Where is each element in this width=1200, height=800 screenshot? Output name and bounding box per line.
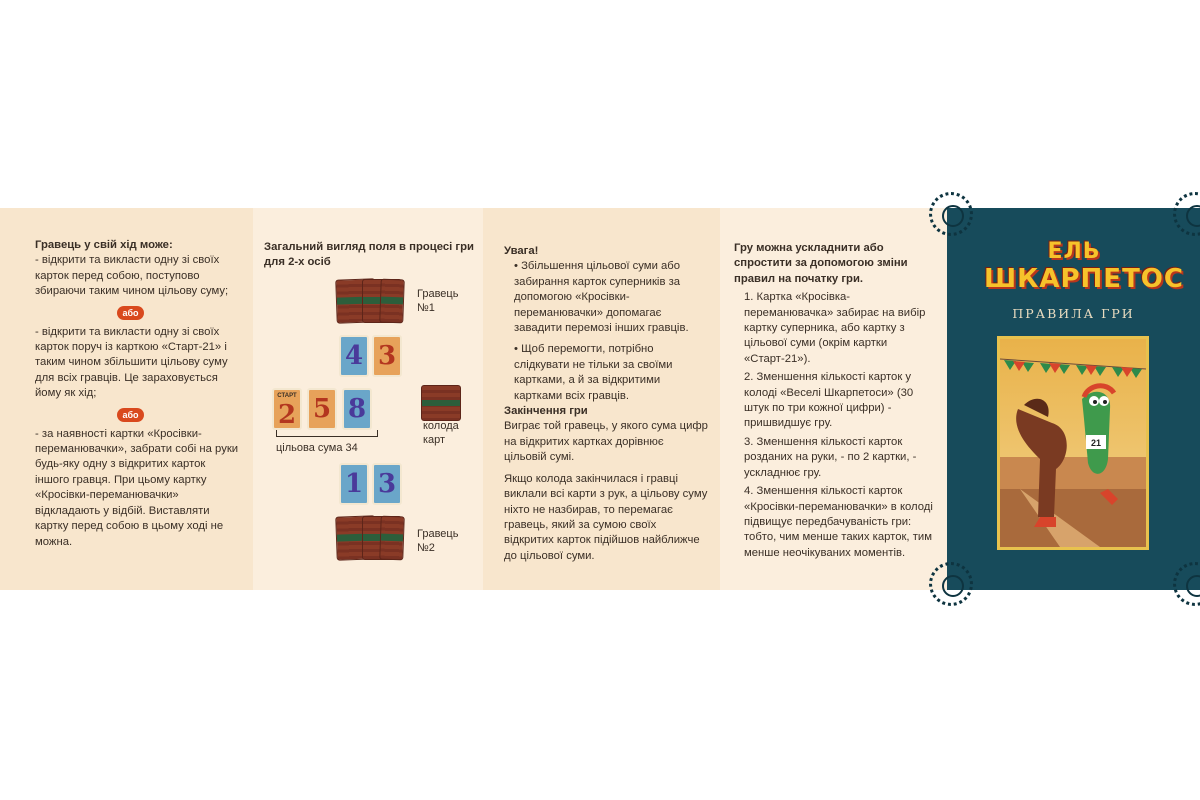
player2-hand-card	[379, 516, 405, 561]
player1-open-card: 3	[372, 335, 402, 377]
or-badge-1: або	[117, 306, 144, 320]
corner-ornament-icon	[929, 562, 973, 606]
panel-attention-end	[483, 208, 720, 590]
variant-4: 4. Зменшення кількості карток «Кросівки-переманювачки» в колоді підвищує передбачуваність гри: тобто, чим менше таких карток, тим менше неочікуваних моментів.	[744, 485, 933, 559]
runner-bib-number: 21	[1090, 438, 1102, 448]
option-3: - за наявності картки «Кросівки-переманювачки», забрати собі на руки будь-яку одну з відкритих карток іншого гравця. При цьому картку «Кросівки-переманювачки» відкладають у відбій. Виставляти картку перед собою в цьому ході не можна.	[35, 427, 239, 548]
cover-illustration	[997, 336, 1149, 550]
start-card-label: СТАРТ	[277, 393, 297, 399]
deck-pile	[421, 385, 461, 421]
rules-leaflet	[0, 208, 1200, 590]
panel-turn-options	[0, 208, 253, 590]
variant-1: 1. Картка «Кросівка-переманювачка» забирає на вибір картку суперника, або картку з цільової суми (окрім картки «Старт-21»).	[744, 291, 926, 365]
cover-panel	[947, 208, 1200, 590]
logo-line-1: ЕЛЬ	[1047, 239, 1101, 264]
turn-heading: Гравець у свій хід може:	[35, 239, 173, 251]
corner-ornament-icon	[1173, 562, 1200, 606]
corner-ornament-icon	[929, 192, 973, 236]
target-card: 8	[342, 388, 372, 430]
attention-bullet-1: • Збільшення цільової суми або забирання карток суперників за допомогою «Кросівки-переманювачки» допомагає завадити перемозі інших гравців.	[514, 260, 689, 335]
deck-label: колода карт	[423, 420, 459, 446]
or-badge-2: або	[117, 408, 144, 422]
player1-label: Гравець №1	[417, 288, 459, 314]
start-card: СТАРТ 2	[272, 388, 302, 430]
player1-hand-card	[379, 279, 405, 324]
attention-heading: Увага!	[504, 245, 539, 257]
end-paragraph-2: Якщо колода закінчилася і гравці виклали всі карти з рук, а цільову суму ніхто не назбирав, то перемагає гравець, який за сумою своїх відкритих карток підійшов найближче до цільової суми.	[504, 472, 708, 562]
end-heading: Закінчення гри	[504, 405, 588, 418]
layout-title: Загальний вигляд поля в процесі гри для 2-х осіб	[264, 241, 474, 269]
player2-open-card: 3	[372, 463, 402, 505]
logo-line-2: ШКАРПЕТОС	[984, 264, 1184, 294]
option-2: - відкрити та викласти одну зі своїх карток поруч із карткою «Старт-21» і таким чином збільшити цільову суму для всіх гравців. Це зараховується йому як хід;	[35, 325, 228, 400]
player1-open-card: 4	[339, 335, 369, 377]
game-logo	[984, 239, 1184, 294]
option-1: - відкрити та викласти одну зі своїх карток перед собою, поступово збираючи таким чином цільову суму;	[35, 254, 229, 298]
variants-heading: Гру можна ускладнити або спростити за допомогою зміни правил на початку гри.	[734, 242, 908, 285]
variant-2: 2. Зменшення кількості карток у колоді «Веселі Шкарпетоси» (30 штук по три кожної цифри) - пришвидшує гру.	[744, 371, 914, 430]
rules-subtitle: ПРАВИЛА ГРИ	[1012, 306, 1135, 321]
panel-variants	[720, 208, 947, 590]
end-paragraph-1: Виграє той гравець, у якого сума цифр на відкритих картках дорівнює цільовій сумі.	[504, 420, 708, 464]
player2-open-card: 1	[339, 463, 369, 505]
attention-bullet-2: • Щоб перемогти, потрібно слідкувати не тільки за своїми картками, а й за відкритими картками всіх гравців.	[514, 343, 673, 402]
corner-ornament-icon	[1173, 192, 1200, 236]
cover-illustration-art	[1000, 339, 1146, 547]
target-sum-bracket	[276, 430, 378, 437]
target-card: 5	[307, 388, 337, 430]
player2-label: Гравець №2	[417, 528, 459, 554]
target-sum-label: цільова сума 34	[276, 442, 358, 454]
variant-3: 3. Зменшення кількості карток розданих на руки, - по 2 картки, - ускладнює гру.	[744, 435, 917, 479]
